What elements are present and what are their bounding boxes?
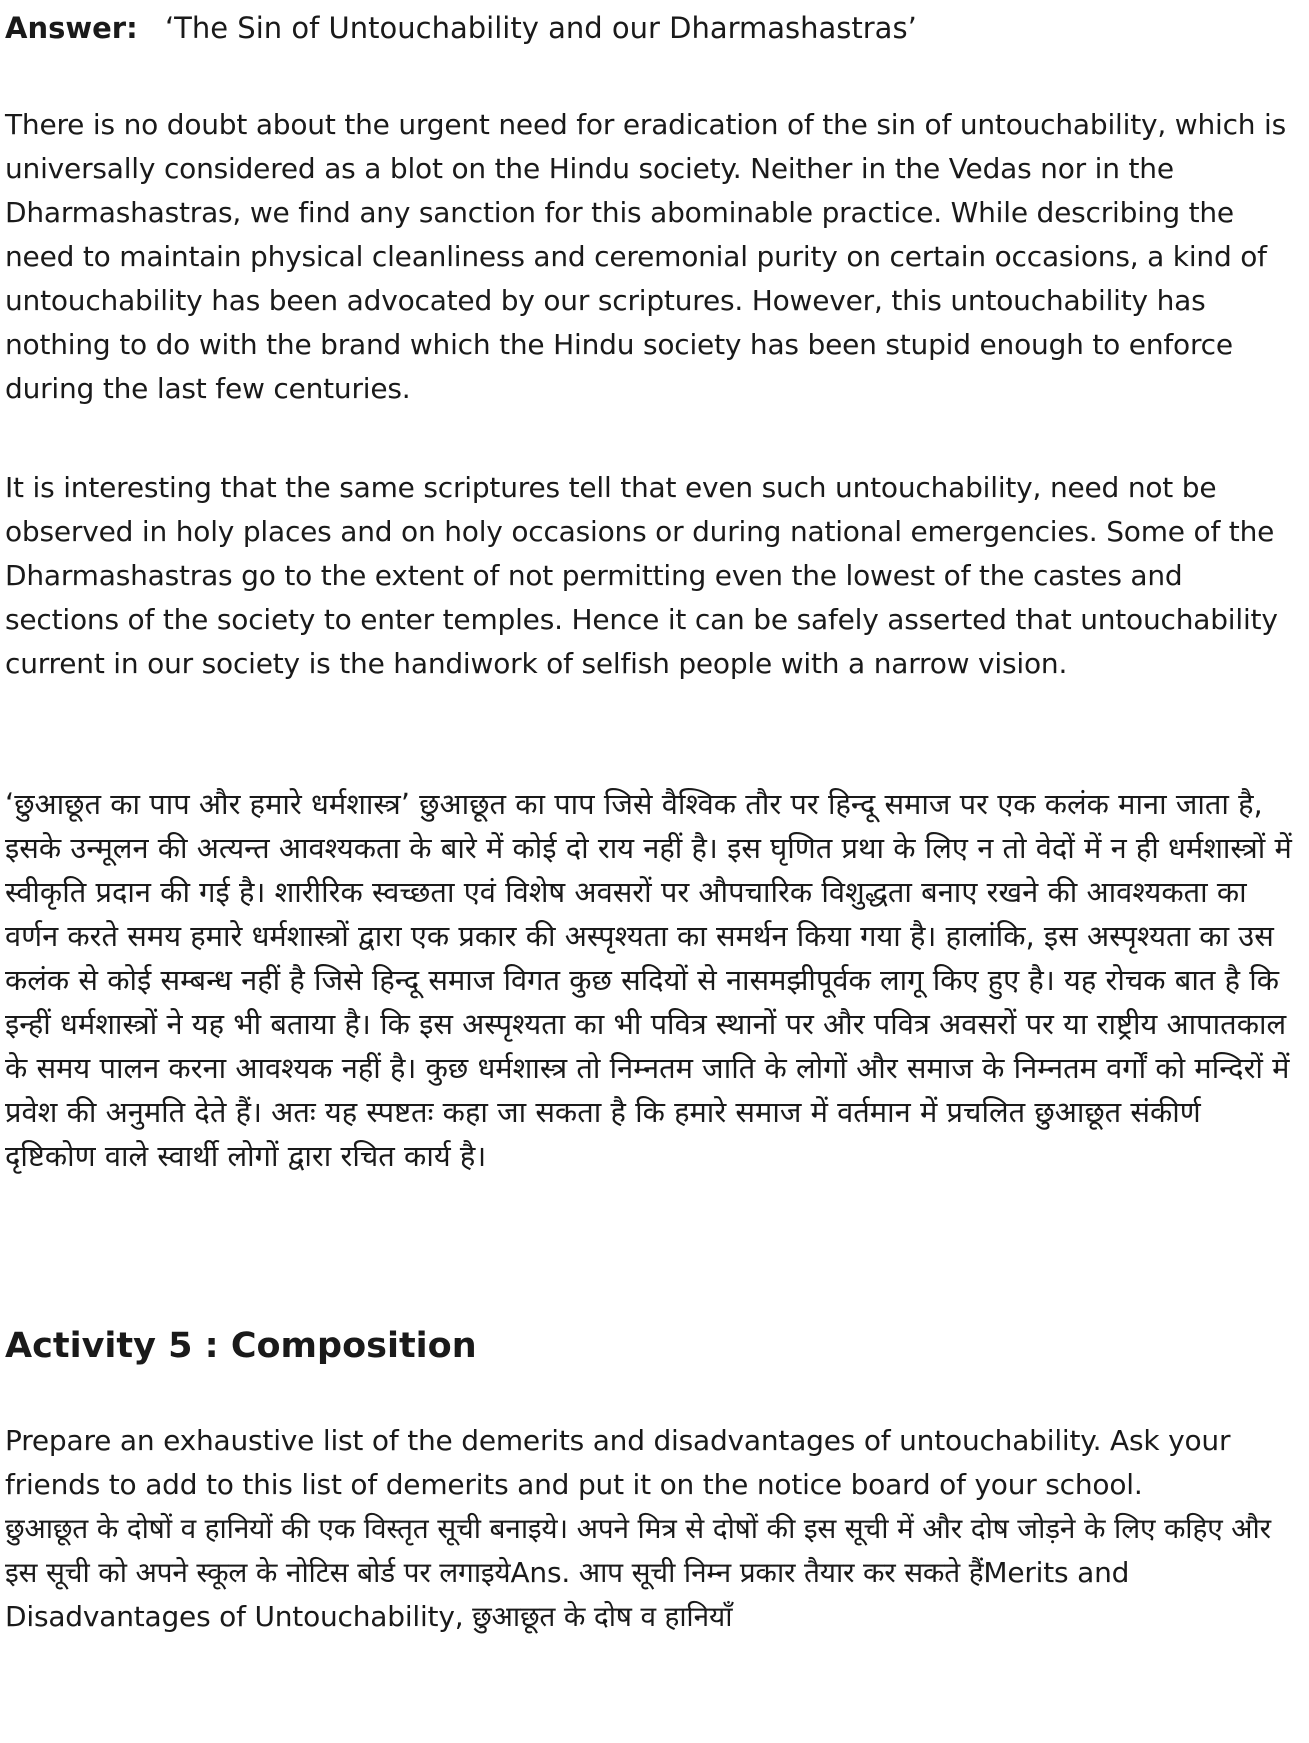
activity-body	[5, 1419, 1300, 1639]
activity-instruction-hindi: छुआछूत के दोषों व हानियों की एक विस्तृत सूची बनाइये। अपने मित्र से दोषों की इस सूची में और दोष जोड़ने के लिए कहिए और इस सूची को अपने स्कूल के नोटिस बोर्ड पर लगाइयेAns. आप सूची निम्न प्रकार तैयार कर सकते हैंMerits and Disadvantages of Untouchability, छुआछूत के दोष व हानियाँ	[5, 1512, 1271, 1633]
answer-title: ‘The Sin of Untouchability and our Dharmashastras’	[164, 11, 917, 45]
answer-label: Answer:	[5, 11, 138, 45]
paragraph-english-1: There is no doubt about the urgent need for eradication of the sin of untouchability, which is universally considered as a blot on the Hindu society. Neither in the Vedas nor in the Dharmashastras, we find any sanction for this abominable practice. While describing the need to maintain physical cleanliness and ceremonial purity on certain occasions, a kind of untouchability has been advocated by our scriptures. However, this untouchability has nothing to do with the brand which the Hindu society has been stupid enough to enforce during the last few centuries.	[5, 108, 1286, 405]
activity-heading: Activity 5 : Composition	[5, 1326, 477, 1366]
paragraph-english-2: It is interesting that the same scriptures tell that even such untouchability, need not be observed in holy places and on holy occasions or during national emergencies. Some of the Dharmashastras go to the extent of not permitting even the lowest of the castes and sections of the society to enter temples. Hence it can be safely asserted that untouchability current in our society is the handiwork of selfish people with a narrow vision.	[5, 471, 1278, 680]
answer-line	[5, 8, 917, 48]
activity-instruction-english: Prepare an exhaustive list of the demerits and disadvantages of untouchability. Ask your friends to add to this list of demerits and put it on the notice board of your school.	[5, 1424, 1231, 1501]
paragraph-hindi-translation: ‘छुआछूत का पाप और हमारे धर्मशास्त्र’ छुआछूत का पाप जिसे वैश्विक तौर पर हिन्दू समाज पर एक कलंक माना जाता है, इसके उन्मूलन की अत्यन्त आवश्यकता के बारे में कोई दो राय नहीं है। इस घृणित प्रथा के लिए न तो वेदों में न ही धर्मशास्त्रों में स्वीकृति प्रदान की गई है। शारीरिक स्वच्छता एवं विशेष अवसरों पर औपचारिक विशुद्धता बनाए रखने की आवश्यकता का वर्णन करते समय हमारे धर्मशास्त्रों द्वारा एक प्रकार की अस्पृश्यता का समर्थन किया गया है। हालांकि, इस अस्पृश्यता का उस कलंक से कोई सम्बन्ध नहीं है जिसे हिन्दू समाज विगत कुछ सदियों से नासमझीपूर्वक लागू किए हुए है। यह रोचक बात है कि इन्हीं धर्मशास्त्रों ने यह भी बताया है। कि इस अस्पृश्यता का भी पवित्र स्थानों पर और पवित्र अवसरों पर या राष्ट्रीय आपातकाल के समय पालन करना आवश्यक नहीं है। कुछ धर्मशास्त्र तो निम्नतम जाति के लोगों और समाज के निम्नतम वर्गों को मन्दिरों में प्रवेश की अनुमति देते हैं। अतः यह स्पष्टतः कहा जा सकता है कि हमारे समाज में वर्तमान में प्रचलित छुआछूत संकीर्ण दृष्टिकोण वाले स्वार्थी लोगों द्वारा रचित कार्य है।	[5, 787, 1292, 1173]
